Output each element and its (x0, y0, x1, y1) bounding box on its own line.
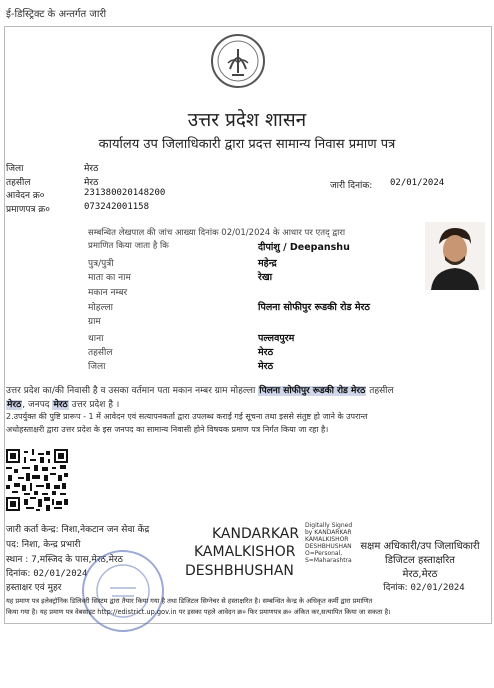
address-highlight: पिलना सोफीपुर रूडकी रोड मेरठ (259, 386, 366, 396)
village-label: ग्राम (88, 317, 101, 327)
body-district-value: मेरठ (258, 361, 274, 372)
verification-paragraph-line-1: 2.उपर्युक्त की पुष्टि प्रारूप - 1 में आवेदन एवं सत्यापनकर्ता द्वारा उपलब्ध कराई गई सूचना तथा इससे संतुष्ट हो जाने के उपरान्त (6, 412, 368, 421)
authority-date: दिनांक: 02/01/2024 (383, 583, 465, 593)
issuer-date: दिनांक: 02/01/2024 (6, 569, 88, 579)
footer-line-1: यह प्रमाण पत्र इलेक्ट्रॉनिक डिलिवरी सिस्टम द्वारा तैयार किया गया है तथा डिजिटल सिग्नेचर से हस्ताक्षरित है। सम्बन्धित केन्द्र के अधिकृत कर्मी द्वारा प्रमाणित (6, 597, 373, 605)
authority-place: मेरठ,मेरठ (402, 569, 438, 580)
tehsil-value: मेरठ (84, 178, 99, 188)
application-no-value: 231380020148200 (84, 188, 166, 198)
verification-paragraph-line-2: अधोहस्ताक्षरी द्वारा उत्तर प्रदेश के इस जनपद का सामान्य निवासी होने विषयक प्रमाण पत्र निर्गत किया जा रहा है। (6, 425, 329, 434)
house-no-label: मकान नम्बर (88, 288, 128, 298)
page-subtitle: कार्यालय उप जिलाधिकारी द्वारा प्रदत्त सामान्य निवास प्रमाण पत्र (98, 137, 396, 152)
father-value: महेन्द्र (258, 258, 277, 269)
signer-name-line-1: KANDARKAR (212, 526, 300, 542)
body-tehsil-value: मेरठ (258, 347, 274, 358)
father-label: पुत्र/पुत्री (88, 259, 114, 269)
locality-value: पिलना सोफीपुर रूडकी रोड मेरठ (258, 302, 370, 313)
certificate-no-value: 073242001158 (84, 202, 150, 212)
intro-line-2: प्रमाणित किया जाता है कि (88, 241, 169, 251)
district-label: जिला (6, 164, 24, 174)
footer-line-2: किया गया है। यह प्रमाण पत्र वेबसाइट http://edistrict.up.gov.in पर इसका पहले आवेदन क्र० फिर प्रमाणपत्र क्र० अंकित कर,सत्यापित किया जा सकता है। (6, 608, 391, 616)
digital-signature-details: Digitally Signed by KANDARKAR KAMALKISHOR DESHBHUSHAN O=Personal, S=Maharashtra (305, 522, 353, 564)
police-station-value: पल्लवपुरम (258, 333, 295, 344)
issue-date-label: जारी दिनांक: (330, 181, 373, 191)
issuer-post: पद: निशा, केन्द्र प्रभारी (6, 540, 81, 550)
locality-label: मोहल्ला (88, 303, 113, 313)
issuer-seal-stamp (80, 548, 166, 634)
intro-line-1: सम्बन्धित लेखपाल की जांच आख्या दिनांक 02/01/2024 के आधार पर एतद् द्वारा (88, 228, 346, 238)
certificate-no-label: प्रमाणपत्र क्र० (6, 205, 50, 215)
signer-name-line-3: DESHBHUSHAN (185, 563, 294, 579)
mother-value: रेखा (258, 272, 273, 283)
issuer-sign-label: हस्ताक्षर एवं मुहर (6, 583, 62, 593)
up-emblem-icon (210, 33, 266, 89)
issuing-centre: जारी कर्ता केन्द्र: निशा,नेकटान जन सेवा केंद्र (6, 525, 150, 535)
applicant-name: दीपांशु / Deepanshu (258, 242, 350, 253)
residence-paragraph-line-2: मेरठ, जनपद मेरठ उत्तर प्रदेश है । (7, 400, 120, 410)
signer-name-line-2: KAMALKISHOR (194, 544, 296, 560)
authority-digital: डिजिटल हस्ताक्षरित (385, 555, 455, 566)
applicant-photo (425, 222, 485, 290)
authority-title: सक्षम अधिकारी/उप जिलाधिकारी (360, 541, 480, 552)
application-no-label: आवेदन क्र० (6, 191, 45, 201)
police-station-label: थाना (88, 334, 104, 344)
issued-under-note: ई-डिस्ट्रिक्ट के अन्तर्गत जारी (6, 9, 107, 20)
issue-date-value: 02/01/2024 (390, 178, 445, 188)
body-tehsil-label: तहसील (88, 348, 113, 358)
residence-paragraph-line-1: उत्तर प्रदेश का/की निवासी है व उसका वर्तमान पता मकान नम्बर ग्राम मोहल्ला पिलना सोफीपुर रूडकी रोड मेरठ तहसील (6, 386, 394, 396)
district-value: मेरठ (84, 164, 99, 174)
page-title: उत्तर प्रदेश शासन (187, 109, 307, 131)
body-district-label: जिला (88, 362, 106, 372)
issuer-place: स्थान : 7,मस्जिद के पास,मेरठ,मेरठ (6, 555, 123, 565)
tehsil-label: तहसील (6, 178, 31, 188)
mother-label: माता का नाम (88, 273, 131, 283)
qr-code (6, 449, 68, 511)
